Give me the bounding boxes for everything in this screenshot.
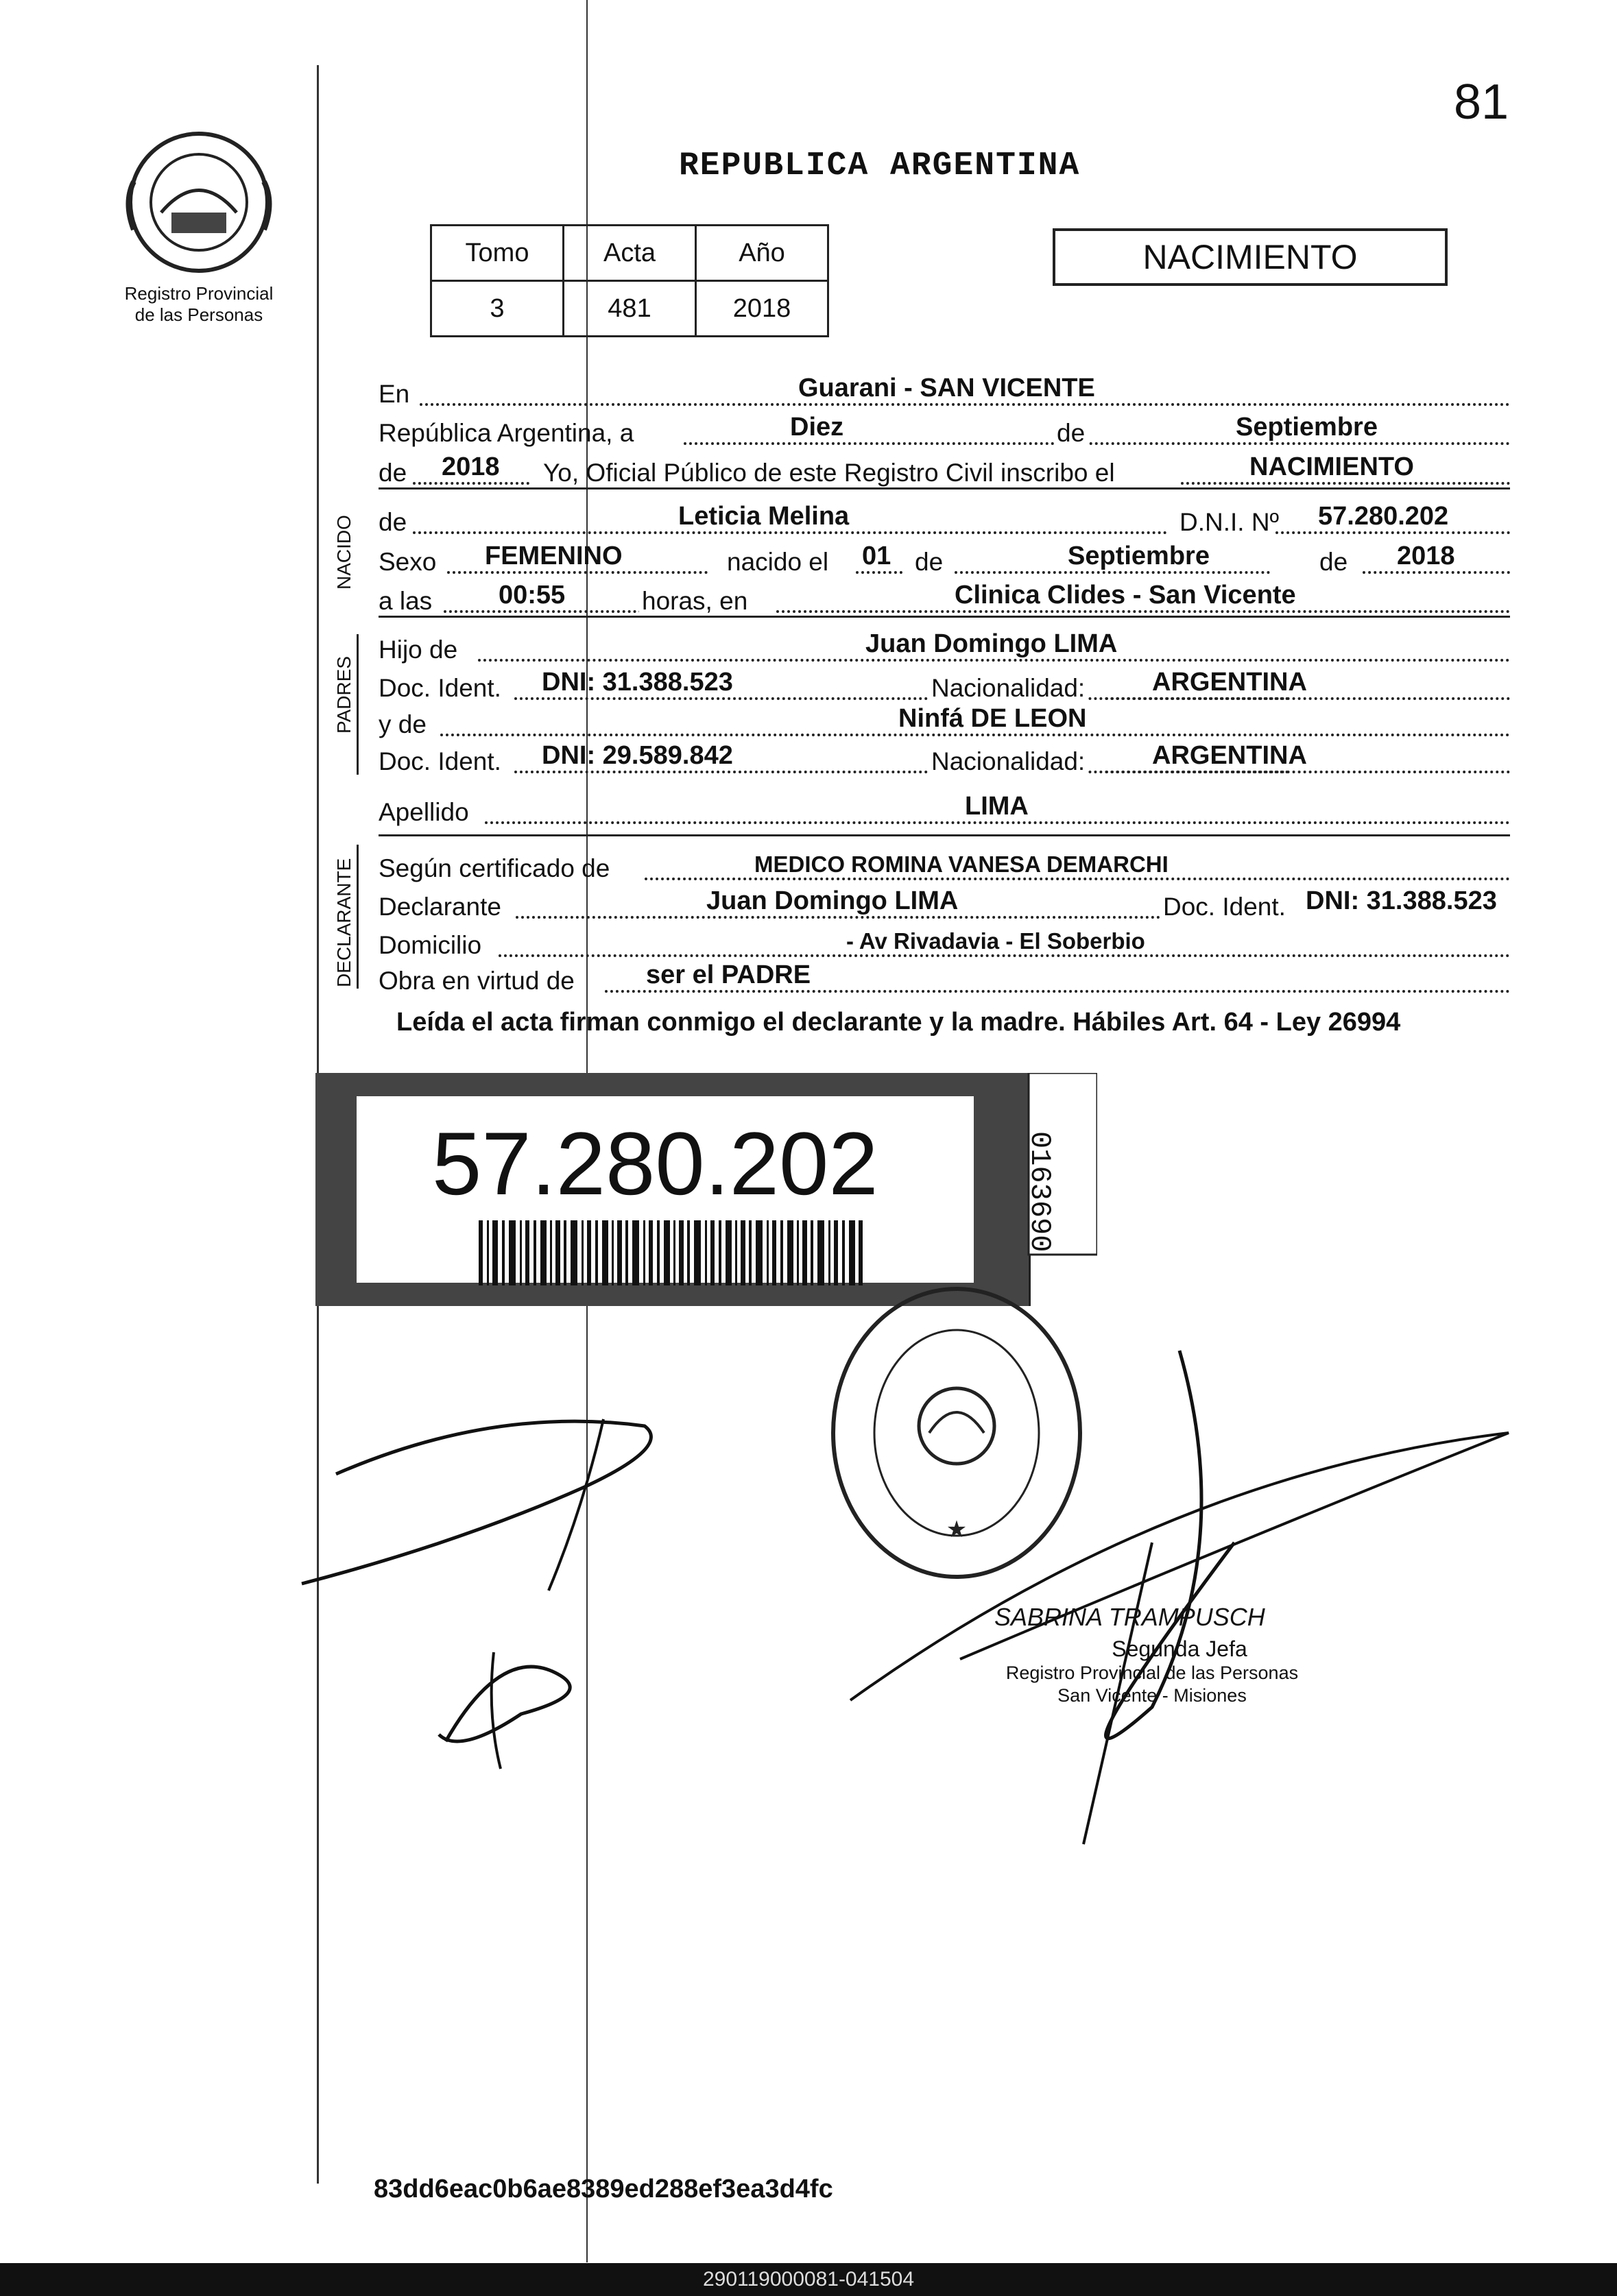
provincial-seal-logo (123, 127, 274, 278)
dni-label: D.N.I. Nº (1179, 508, 1280, 536)
padre-nac-value: ARGENTINA (1152, 668, 1307, 697)
separator-3 (379, 834, 1510, 836)
row-nacido-nombre (379, 498, 1510, 537)
row-madre-doc (379, 738, 1510, 776)
row-padre-doc (379, 664, 1510, 703)
de3-label: de (915, 548, 944, 576)
page-number: 81 (1454, 75, 1509, 130)
de2-label: de (379, 459, 407, 487)
row-madre-nombre (379, 701, 1510, 739)
declarante-bar (357, 845, 359, 989)
row-apellido (379, 788, 1510, 827)
svg-text:★: ★ (946, 1516, 968, 1543)
madre-doc-label: Doc. Ident. (379, 747, 501, 775)
document-hash: 83dd6eac0b6ae8389ed288ef3ea3d4fc (374, 2175, 833, 2203)
separator-1 (379, 487, 1510, 490)
decl-doc-value: DNI: 31.388.523 (1306, 886, 1497, 915)
madre-doc-value: DNI: 29.589.842 (542, 741, 733, 770)
official-role: Segunda Jefa (1112, 1636, 1247, 1661)
decl-doc-label: Doc. Ident. (1160, 893, 1289, 921)
row-padre-nombre (379, 626, 1510, 664)
official-location: San Vicente - Misiones (1057, 1685, 1247, 1706)
header-tomo: Tomo (431, 226, 564, 281)
certificado-label: Según certificado de (379, 854, 610, 882)
en-value: Guarani - SAN VICENTE (798, 374, 1095, 402)
closing-text: Leída el acta firman conmigo el declarante y la madre. Hábiles Art. 64 - Ley 26994 (396, 1008, 1401, 1037)
certificado-value: MEDICO ROMINA VANESA DEMARCHI (754, 851, 1169, 877)
sexo-value: FEMENINO (485, 542, 623, 570)
sticker-number: 57.280.202 (432, 1113, 878, 1213)
doc-ident-label: Doc. Ident. (379, 674, 501, 702)
yde-label: y de (379, 710, 427, 738)
padres-bar (357, 634, 359, 775)
official-office: Registro Provincial de las Personas (1005, 1663, 1299, 1683)
row-obra (379, 957, 1510, 995)
padre-nac-label: Nacionalidad: (929, 674, 1088, 703)
declarant-signature (288, 1405, 809, 1597)
header-anio: Año (696, 226, 828, 281)
row-declarante (379, 883, 1510, 921)
padre-value: Juan Domingo LIMA (865, 629, 1118, 658)
dia-value: Diez (790, 413, 844, 442)
domicilio-value: - Av Rivadavia - El Soberbio (846, 928, 1145, 954)
row-domicilio (379, 921, 1510, 960)
section-label-padres: PADRES (333, 655, 355, 734)
hijo-label: Hijo de (379, 636, 458, 664)
domicilio-label: Domicilio (379, 931, 482, 959)
official-name: SABRINA TRAMPUSCH (994, 1603, 1265, 1631)
sticker-serial: 0163690 (1023, 1131, 1056, 1253)
apellido-label: Apellido (379, 798, 469, 826)
apellido-value: LIMA (965, 792, 1029, 821)
logo-caption-line2: de las Personas (134, 304, 263, 325)
row-fecha-inscripcion (379, 409, 1510, 448)
value-acta: 481 (564, 281, 696, 337)
en-label: En (379, 380, 410, 408)
lugar-value: Clinica Clides - San Vicente (955, 581, 1296, 609)
hora-value: 00:55 (499, 581, 566, 609)
madre-nac-value: ARGENTINA (1152, 741, 1307, 770)
second-signature (418, 1632, 610, 1783)
nombre-value: Leticia Melina (678, 502, 850, 531)
declarante-value: Juan Domingo LIMA (706, 886, 959, 915)
de4-label: de (1319, 548, 1348, 576)
sexo-label: Sexo (379, 548, 437, 576)
nac-anio-value: 2018 (1397, 542, 1455, 570)
republica-label: República Argentina, a (379, 419, 634, 447)
obra-value: ser el PADRE (646, 960, 811, 989)
mes-value: Septiembre (1236, 413, 1378, 442)
value-anio: 2018 (696, 281, 828, 337)
alas-label: a las (379, 587, 433, 615)
row-nacido-hora (379, 577, 1510, 616)
row-certificado (379, 845, 1510, 883)
madre-nac-label: Nacionalidad: (929, 747, 1088, 776)
barcode (479, 1220, 863, 1289)
record-table (430, 224, 829, 337)
nacido-el-label: nacido el (727, 548, 829, 576)
document-title: REPUBLICA ARGENTINA (679, 147, 1081, 184)
row-en (379, 370, 1510, 409)
nacido-de-label: de (379, 508, 407, 536)
separator-2 (379, 616, 1510, 618)
tipo-value: NACIMIENTO (1249, 452, 1414, 481)
section-label-nacido: NACIDO (333, 515, 355, 590)
section-label-declarante: DECLARANTE (333, 858, 355, 987)
yo-label: Yo, Oficial Público de este Registro Civil inscribo el (543, 459, 1115, 487)
declarante-label: Declarante (379, 893, 501, 921)
row-tipo-inscripcion (379, 449, 1510, 487)
nac-dia-value: 01 (862, 542, 891, 570)
anio-value: 2018 (442, 452, 500, 481)
logo-caption (103, 283, 295, 326)
padre-doc-value: DNI: 31.388.523 (542, 668, 733, 697)
horas-en-label: horas, en (639, 587, 750, 616)
value-tomo: 3 (431, 281, 564, 337)
row-nacido-sexo (379, 538, 1510, 577)
footer-code: 290119000081-041504 (0, 2263, 1617, 2296)
obra-label: Obra en virtud de (379, 967, 575, 995)
official-signature (823, 1337, 1536, 1858)
de-label: de (1054, 419, 1088, 448)
header-acta: Acta (564, 226, 696, 281)
record-type-box: NACIMIENTO (1053, 228, 1448, 286)
madre-value: Ninfá DE LEON (898, 704, 1087, 733)
nac-mes-value: Septiembre (1068, 542, 1210, 570)
dni-value: 57.280.202 (1318, 502, 1449, 531)
logo-caption-line1: Registro Provincial (124, 283, 274, 304)
